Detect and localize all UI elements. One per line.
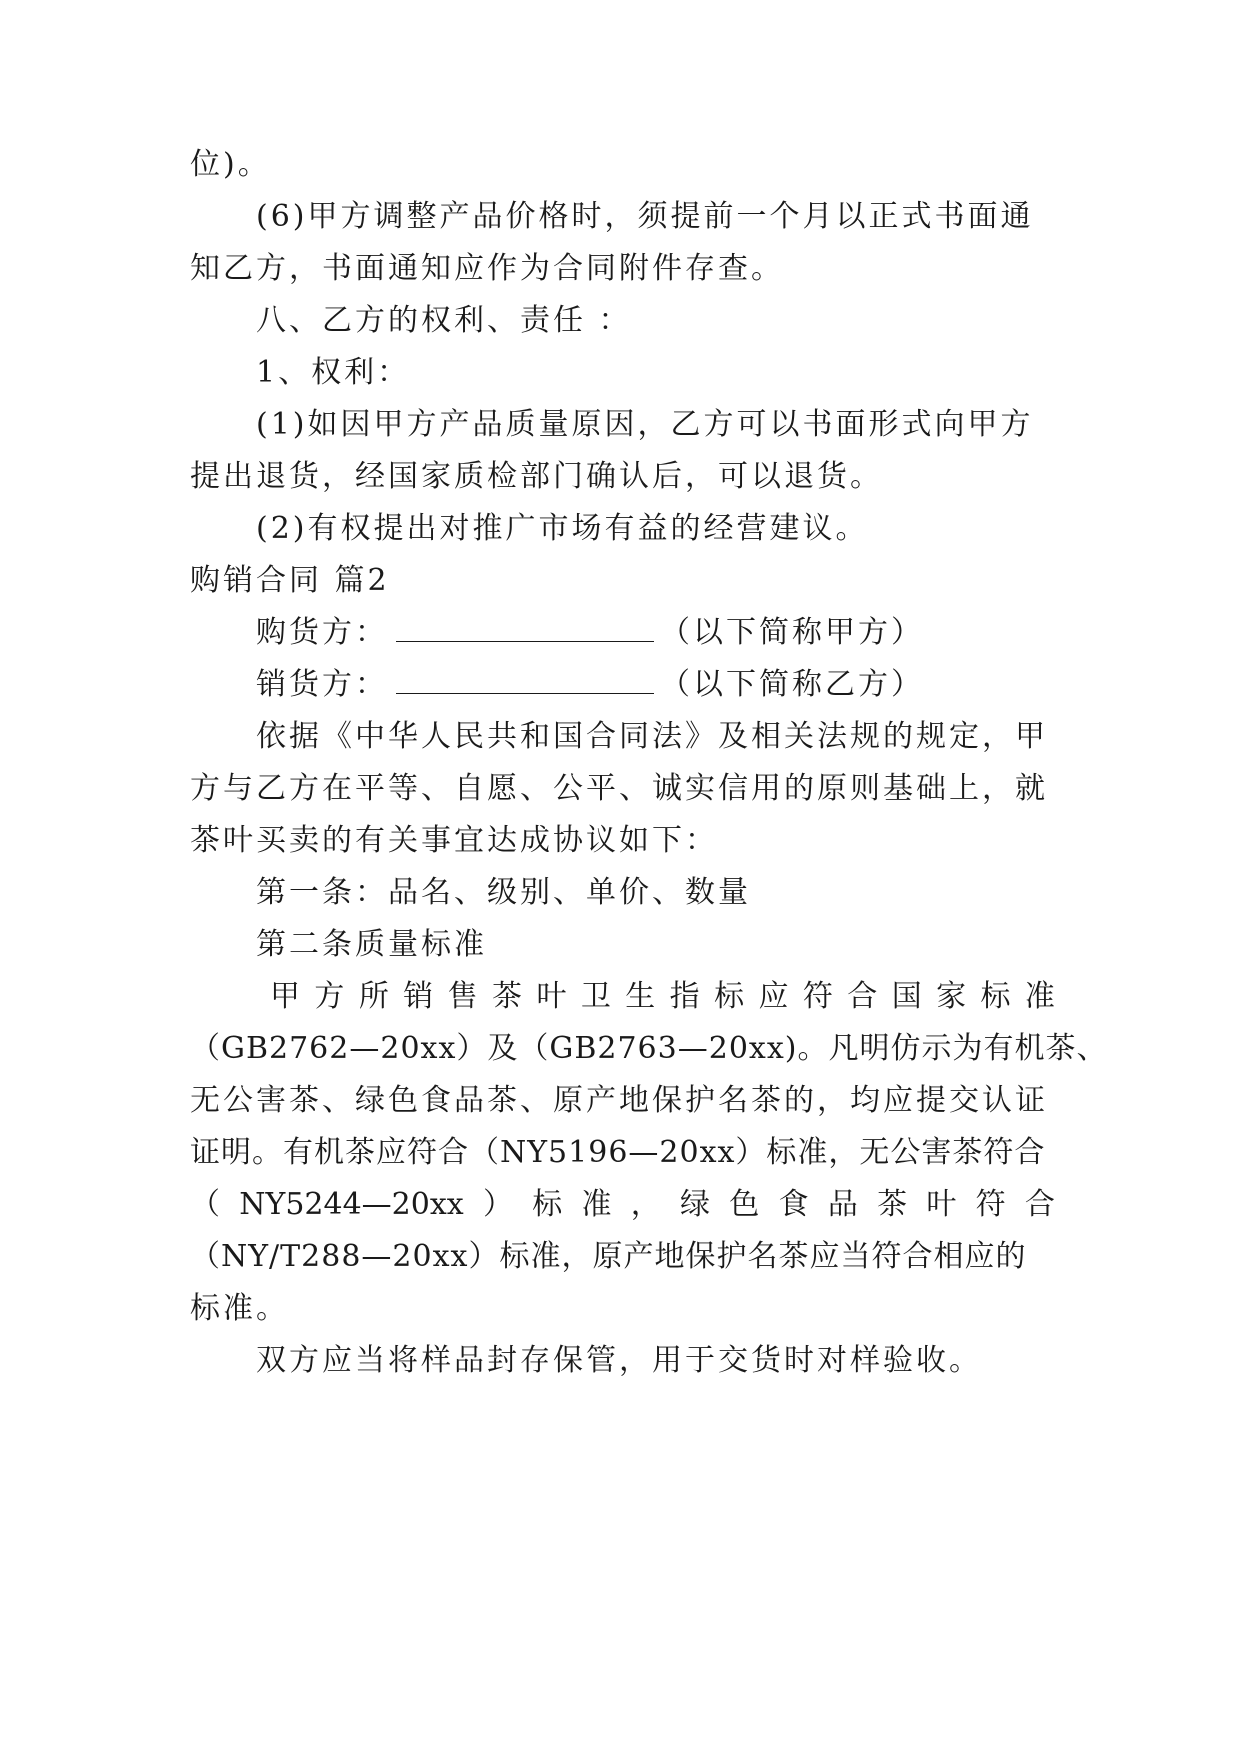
justified-word: ） — [482, 1187, 513, 1222]
justified-word: 卫 — [580, 979, 611, 1014]
justified-word: 食 — [778, 1187, 809, 1222]
justified-line — [270, 977, 1055, 1017]
article-heading: 第二条质量标准 — [256, 927, 487, 962]
text-line: 标准。 — [190, 1291, 289, 1326]
buyer-line — [256, 613, 924, 653]
buyer-label: 购货方： — [256, 615, 388, 650]
justified-word: 绿 — [680, 1187, 711, 1222]
justified-word: 茶 — [492, 979, 523, 1014]
article-heading: 第一条：品名、级别、单价、数量 — [256, 875, 751, 910]
justified-word: 品 — [827, 1187, 858, 1222]
text-line: 双方应当将样品封存保管，用于交货时对样验收。 — [256, 1343, 982, 1378]
justified-word: 符 — [802, 979, 833, 1014]
seller-label: 销货方： — [256, 667, 388, 702]
text-line: 知乙方，书面通知应作为合同附件存查。 — [190, 251, 784, 286]
buyer-blank[interactable] — [396, 613, 654, 642]
section-heading: 八、乙方的权利、责任 ： — [256, 303, 632, 338]
justified-word: 甲 — [270, 979, 300, 1014]
text-line: 依据《中华人民共和国合同法》及相关法规的规定，甲 — [256, 719, 1048, 754]
justified-word: 标 — [532, 1187, 563, 1222]
justified-word: 准 — [1024, 979, 1055, 1014]
text-line: 提出退货，经国家质检部门确认后，可以退货。 — [190, 459, 883, 494]
seller-line — [256, 665, 924, 705]
justified-word: NY5244—20xx — [239, 1187, 464, 1222]
text-line: 无公害茶、绿色食品茶、原产地保护名茶的，均应提交认证 — [190, 1083, 1048, 1118]
text-line: (2)有权提出对推广市场有益的经营建议。 — [256, 511, 869, 546]
justified-word: 合 — [847, 979, 878, 1014]
justified-word: 方 — [314, 979, 345, 1014]
justified-word: 符 — [975, 1187, 1006, 1222]
justified-line — [190, 1185, 1055, 1225]
justified-word: （ — [190, 1187, 220, 1222]
text-line: （GB2762—20xx）及（GB2763—20xx)。凡明仿示为有机茶、 — [190, 1031, 1108, 1066]
text-line: 方与乙方在平等、自愿、公平、诚实信用的原则基础上，就 — [190, 771, 1048, 806]
justified-word: 生 — [625, 979, 656, 1014]
text-line: （NY/T288—20xx）标准，原产地保护名茶应当符合相应的 — [190, 1239, 1027, 1274]
text-line: 位)。 — [190, 147, 271, 182]
justified-word: 色 — [729, 1187, 760, 1222]
subsection-heading: 1、权利： — [256, 355, 411, 390]
text-line: 证明。有机茶应符合（NY5196—20xx）标准，无公害茶符合 — [190, 1135, 1046, 1170]
text-line: 茶叶买卖的有关事宜达成协议如下： — [190, 823, 718, 858]
text-line: (1)如因甲方产品质量原因，乙方可以书面形式向甲方 — [256, 407, 1034, 442]
justified-word: 指 — [669, 979, 700, 1014]
justified-word: 准 — [581, 1187, 612, 1222]
justified-word: 销 — [403, 979, 434, 1014]
buyer-suffix: （以下简称甲方） — [660, 615, 924, 650]
contract-title: 购销合同 篇2 — [190, 563, 390, 598]
justified-word: 所 — [358, 979, 389, 1014]
justified-word: 茶 — [877, 1187, 908, 1222]
text-line: (6)甲方调整产品价格时，须提前一个月以正式书面通 — [256, 199, 1034, 234]
justified-word: 叶 — [536, 979, 567, 1014]
justified-word: ， — [630, 1187, 661, 1222]
justified-word: 标 — [980, 979, 1011, 1014]
justified-word: 国 — [891, 979, 922, 1014]
seller-suffix: （以下简称乙方） — [660, 667, 924, 702]
justified-word: 标 — [714, 979, 745, 1014]
justified-word: 售 — [447, 979, 478, 1014]
seller-blank[interactable] — [396, 665, 654, 694]
justified-word: 合 — [1024, 1187, 1055, 1222]
justified-word: 应 — [758, 979, 789, 1014]
justified-word: 叶 — [926, 1187, 957, 1222]
justified-word: 家 — [936, 979, 967, 1014]
